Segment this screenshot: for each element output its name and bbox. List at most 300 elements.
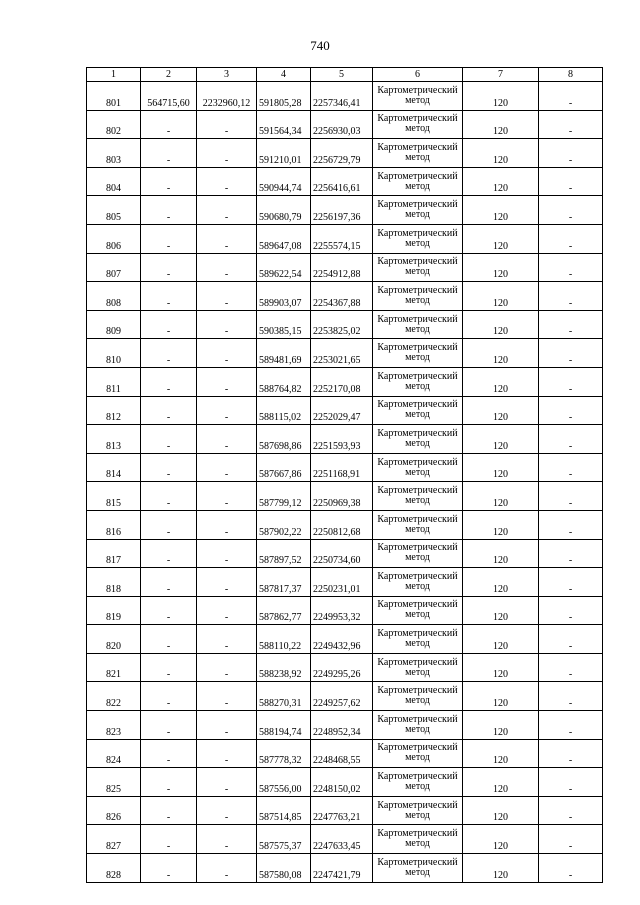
method-cell (373, 711, 463, 740)
table-row (87, 625, 603, 654)
col8-cell: - (539, 196, 603, 225)
method-line2: метод (405, 380, 430, 392)
x-coordinate-cell: 588110,22 (257, 625, 311, 654)
method-cell (373, 682, 463, 711)
method-cell (373, 339, 463, 368)
table-row (87, 711, 603, 740)
method-cell (373, 453, 463, 482)
table-row (87, 796, 603, 825)
x-coordinate-cell: 588270,31 (257, 682, 311, 711)
col8-cell: - (539, 453, 603, 482)
method-cell (373, 482, 463, 511)
point-number-cell: 805 (87, 196, 141, 225)
col3-cell: - (197, 739, 257, 768)
col8-cell: - (539, 825, 603, 854)
method-line2: метод (405, 237, 430, 249)
method-line1: Картометрический (377, 399, 458, 411)
method-line2: метод (405, 123, 430, 135)
col7-cell: 120 (463, 711, 539, 740)
col2-cell: - (141, 224, 197, 253)
col3-cell: - (197, 796, 257, 825)
point-number-cell: 818 (87, 568, 141, 597)
point-number-cell: 809 (87, 310, 141, 339)
y-coordinate-cell: 2255574,15 (311, 224, 373, 253)
col8-cell: - (539, 568, 603, 597)
method-line1: Картометрический (377, 199, 458, 211)
col2-cell: - (141, 196, 197, 225)
point-number-cell: 806 (87, 224, 141, 253)
col2-cell: - (141, 510, 197, 539)
x-coordinate-cell: 587556,00 (257, 768, 311, 797)
method-line2: метод (405, 409, 430, 421)
method-cell (373, 367, 463, 396)
point-number-cell: 821 (87, 653, 141, 682)
method-cell (373, 739, 463, 768)
col3-cell: - (197, 425, 257, 454)
y-coordinate-cell: 2247763,21 (311, 796, 373, 825)
col3-cell: - (197, 453, 257, 482)
col7-cell: 120 (463, 396, 539, 425)
x-coordinate-cell: 587778,32 (257, 739, 311, 768)
point-number-cell: 815 (87, 482, 141, 511)
y-coordinate-cell: 2252170,08 (311, 367, 373, 396)
x-coordinate-cell: 587514,85 (257, 796, 311, 825)
point-number-cell: 817 (87, 539, 141, 568)
table-row (87, 253, 603, 282)
col2-cell: - (141, 653, 197, 682)
table-row (87, 224, 603, 253)
x-coordinate-cell: 587862,77 (257, 596, 311, 625)
method-line2: метод (405, 180, 430, 192)
col7-cell: 120 (463, 339, 539, 368)
point-number-cell: 813 (87, 425, 141, 454)
col3-cell: - (197, 396, 257, 425)
col2-cell: - (141, 253, 197, 282)
method-cell (373, 625, 463, 654)
col8-cell: - (539, 282, 603, 311)
col7-cell: 120 (463, 796, 539, 825)
col8-cell: - (539, 253, 603, 282)
method-line1: Картометрический (377, 542, 458, 554)
method-cell (373, 539, 463, 568)
col3-cell: - (197, 510, 257, 539)
col3-cell: - (197, 482, 257, 511)
col7-cell: 120 (463, 453, 539, 482)
col3-cell: - (197, 825, 257, 854)
col8-cell: - (539, 539, 603, 568)
col8-cell: - (539, 796, 603, 825)
col8-cell: - (539, 396, 603, 425)
x-coordinate-cell: 590680,79 (257, 196, 311, 225)
col2-cell: - (141, 596, 197, 625)
method-line2: метод (405, 580, 430, 592)
col3-cell: - (197, 711, 257, 740)
method-line1: Картометрический (377, 256, 458, 268)
method-line2: метод (405, 781, 430, 793)
point-number-cell: 824 (87, 739, 141, 768)
table-row (87, 768, 603, 797)
y-coordinate-cell: 2250734,60 (311, 539, 373, 568)
col3-cell: - (197, 653, 257, 682)
table-row (87, 482, 603, 511)
col2-cell: - (141, 425, 197, 454)
col7-cell: 120 (463, 110, 539, 139)
column-header: 2 (141, 68, 197, 82)
x-coordinate-cell: 589903,07 (257, 282, 311, 311)
point-number-cell: 804 (87, 167, 141, 196)
point-number-cell: 826 (87, 796, 141, 825)
y-coordinate-cell: 2256416,61 (311, 167, 373, 196)
col2-cell: - (141, 339, 197, 368)
table-row (87, 196, 603, 225)
col8-cell: - (539, 224, 603, 253)
x-coordinate-cell: 587902,22 (257, 510, 311, 539)
method-cell (373, 282, 463, 311)
col2-cell: 564715,60 (141, 82, 197, 111)
col7-cell: 120 (463, 739, 539, 768)
point-number-cell: 827 (87, 825, 141, 854)
table-row (87, 396, 603, 425)
col2-cell: - (141, 282, 197, 311)
y-coordinate-cell: 2251593,93 (311, 425, 373, 454)
method-cell (373, 253, 463, 282)
col3-cell: - (197, 539, 257, 568)
method-line1: Картометрический (377, 485, 458, 497)
table-row (87, 453, 603, 482)
col2-cell: - (141, 453, 197, 482)
point-number-cell: 822 (87, 682, 141, 711)
col3-cell: - (197, 139, 257, 168)
y-coordinate-cell: 2256930,03 (311, 110, 373, 139)
y-coordinate-cell: 2256197,36 (311, 196, 373, 225)
col8-cell: - (539, 596, 603, 625)
method-line2: метод (405, 294, 430, 306)
col7-cell: 120 (463, 682, 539, 711)
col2-cell: - (141, 739, 197, 768)
method-line2: метод (405, 94, 430, 106)
col8-cell: - (539, 367, 603, 396)
col8-cell: - (539, 310, 603, 339)
col3-cell: - (197, 310, 257, 339)
col7-cell: 120 (463, 653, 539, 682)
point-number-cell: 801 (87, 82, 141, 111)
x-coordinate-cell: 588764,82 (257, 367, 311, 396)
col7-cell: 120 (463, 425, 539, 454)
col7-cell: 120 (463, 768, 539, 797)
col8-cell: - (539, 653, 603, 682)
method-line2: метод (405, 323, 430, 335)
method-cell (373, 854, 463, 883)
col2-cell: - (141, 139, 197, 168)
method-cell (373, 82, 463, 111)
col7-cell: 120 (463, 253, 539, 282)
col7-cell: 120 (463, 568, 539, 597)
method-line1: Картометрический (377, 227, 458, 239)
method-line1: Картометрический (377, 828, 458, 840)
method-line2: метод (405, 838, 430, 850)
table-row (87, 82, 603, 111)
col2-cell: - (141, 367, 197, 396)
method-line1: Картометрический (377, 313, 458, 325)
method-cell (373, 825, 463, 854)
method-line2: метод (405, 552, 430, 564)
col7-cell: 120 (463, 139, 539, 168)
x-coordinate-cell: 588194,74 (257, 711, 311, 740)
x-coordinate-cell: 587897,52 (257, 539, 311, 568)
method-line2: метод (405, 638, 430, 650)
col2-cell: - (141, 854, 197, 883)
col7-cell: 120 (463, 539, 539, 568)
col2-cell: - (141, 539, 197, 568)
table-row (87, 854, 603, 883)
column-header: 6 (373, 68, 463, 82)
x-coordinate-cell: 587698,86 (257, 425, 311, 454)
point-number-cell: 808 (87, 282, 141, 311)
method-cell (373, 768, 463, 797)
col7-cell: 120 (463, 196, 539, 225)
method-line1: Картометрический (377, 113, 458, 125)
table-row (87, 282, 603, 311)
method-line1: Картометрический (377, 342, 458, 354)
y-coordinate-cell: 2249295,26 (311, 653, 373, 682)
method-line2: метод (405, 209, 430, 221)
table-row (87, 596, 603, 625)
y-coordinate-cell: 2250812,68 (311, 510, 373, 539)
col3-cell: 2232960,12 (197, 82, 257, 111)
method-line2: метод (405, 466, 430, 478)
y-coordinate-cell: 2248468,55 (311, 739, 373, 768)
method-line1: Картометрический (377, 856, 458, 868)
table-row (87, 739, 603, 768)
y-coordinate-cell: 2249953,32 (311, 596, 373, 625)
table-row (87, 539, 603, 568)
point-number-cell: 811 (87, 367, 141, 396)
col3-cell: - (197, 282, 257, 311)
table-row (87, 425, 603, 454)
x-coordinate-cell: 587817,37 (257, 568, 311, 597)
point-number-cell: 812 (87, 396, 141, 425)
method-cell (373, 425, 463, 454)
y-coordinate-cell: 2250969,38 (311, 482, 373, 511)
method-line1: Картометрический (377, 771, 458, 783)
method-cell (373, 139, 463, 168)
x-coordinate-cell: 588115,02 (257, 396, 311, 425)
y-coordinate-cell: 2248150,02 (311, 768, 373, 797)
col2-cell: - (141, 825, 197, 854)
method-line1: Картометрический (377, 427, 458, 439)
col2-cell: - (141, 682, 197, 711)
column-header: 5 (311, 68, 373, 82)
col7-cell: 120 (463, 510, 539, 539)
col3-cell: - (197, 367, 257, 396)
method-line1: Картометрический (377, 713, 458, 725)
col7-cell: 120 (463, 310, 539, 339)
method-line1: Картометрический (377, 685, 458, 697)
y-coordinate-cell: 2247421,79 (311, 854, 373, 883)
col8-cell: - (539, 110, 603, 139)
col7-cell: 120 (463, 482, 539, 511)
method-cell (373, 510, 463, 539)
col7-cell: 120 (463, 82, 539, 111)
col2-cell: - (141, 310, 197, 339)
point-number-cell: 819 (87, 596, 141, 625)
point-number-cell: 816 (87, 510, 141, 539)
col2-cell: - (141, 110, 197, 139)
col7-cell: 120 (463, 625, 539, 654)
method-line1: Картометрический (377, 284, 458, 296)
coordinates-table (86, 67, 603, 883)
col7-cell: 120 (463, 282, 539, 311)
y-coordinate-cell: 2247633,45 (311, 825, 373, 854)
col2-cell: - (141, 768, 197, 797)
col3-cell: - (197, 167, 257, 196)
y-coordinate-cell: 2254367,88 (311, 282, 373, 311)
col7-cell: 120 (463, 825, 539, 854)
col3-cell: - (197, 110, 257, 139)
method-line1: Картометрический (377, 141, 458, 153)
method-line2: метод (405, 437, 430, 449)
col8-cell: - (539, 167, 603, 196)
method-cell (373, 110, 463, 139)
column-header: 8 (539, 68, 603, 82)
method-line1: Картометрический (377, 370, 458, 382)
col3-cell: - (197, 224, 257, 253)
x-coordinate-cell: 590944,74 (257, 167, 311, 196)
method-cell (373, 196, 463, 225)
y-coordinate-cell: 2257346,41 (311, 82, 373, 111)
point-number-cell: 828 (87, 854, 141, 883)
table-row (87, 568, 603, 597)
col3-cell: - (197, 625, 257, 654)
point-number-cell: 820 (87, 625, 141, 654)
col3-cell: - (197, 596, 257, 625)
col7-cell: 120 (463, 854, 539, 883)
point-number-cell: 810 (87, 339, 141, 368)
col8-cell: - (539, 425, 603, 454)
method-cell (373, 310, 463, 339)
x-coordinate-cell: 589481,69 (257, 339, 311, 368)
col8-cell: - (539, 510, 603, 539)
method-cell (373, 653, 463, 682)
col8-cell: - (539, 854, 603, 883)
table-row (87, 367, 603, 396)
col2-cell: - (141, 167, 197, 196)
method-line1: Картометрический (377, 742, 458, 754)
col7-cell: 120 (463, 224, 539, 253)
col8-cell: - (539, 768, 603, 797)
x-coordinate-cell: 590385,15 (257, 310, 311, 339)
column-header: 3 (197, 68, 257, 82)
method-cell (373, 796, 463, 825)
col2-cell: - (141, 711, 197, 740)
point-number-cell: 802 (87, 110, 141, 139)
col2-cell: - (141, 625, 197, 654)
col2-cell: - (141, 568, 197, 597)
col8-cell: - (539, 139, 603, 168)
x-coordinate-cell: 587799,12 (257, 482, 311, 511)
col8-cell: - (539, 625, 603, 654)
col8-cell: - (539, 482, 603, 511)
method-line2: метод (405, 809, 430, 821)
method-line2: метод (405, 866, 430, 878)
method-line1: Картометрический (377, 456, 458, 468)
table-row (87, 310, 603, 339)
table-row (87, 139, 603, 168)
table-row (87, 339, 603, 368)
method-line2: метод (405, 523, 430, 535)
col3-cell: - (197, 196, 257, 225)
table-row (87, 682, 603, 711)
col7-cell: 120 (463, 596, 539, 625)
method-line2: метод (405, 609, 430, 621)
col8-cell: - (539, 682, 603, 711)
method-line1: Картометрический (377, 84, 458, 96)
table-row (87, 510, 603, 539)
point-number-cell: 803 (87, 139, 141, 168)
col3-cell: - (197, 568, 257, 597)
x-coordinate-cell: 587575,37 (257, 825, 311, 854)
method-line1: Картометрический (377, 599, 458, 611)
col3-cell: - (197, 339, 257, 368)
method-cell (373, 224, 463, 253)
point-number-cell: 807 (87, 253, 141, 282)
column-header: 1 (87, 68, 141, 82)
col7-cell: 120 (463, 367, 539, 396)
x-coordinate-cell: 588238,92 (257, 653, 311, 682)
col2-cell: - (141, 396, 197, 425)
x-coordinate-cell: 589622,54 (257, 253, 311, 282)
point-number-cell: 814 (87, 453, 141, 482)
table-row (87, 167, 603, 196)
method-line1: Картометрический (377, 656, 458, 668)
col2-cell: - (141, 482, 197, 511)
table-row (87, 110, 603, 139)
y-coordinate-cell: 2253021,65 (311, 339, 373, 368)
x-coordinate-cell: 591210,01 (257, 139, 311, 168)
x-coordinate-cell: 591564,34 (257, 110, 311, 139)
table-row (87, 653, 603, 682)
method-line1: Картометрический (377, 628, 458, 640)
y-coordinate-cell: 2249257,62 (311, 682, 373, 711)
method-line1: Картометрический (377, 799, 458, 811)
col3-cell: - (197, 768, 257, 797)
col3-cell: - (197, 682, 257, 711)
y-coordinate-cell: 2252029,47 (311, 396, 373, 425)
col3-cell: - (197, 854, 257, 883)
point-number-cell: 823 (87, 711, 141, 740)
col8-cell: - (539, 339, 603, 368)
method-line1: Картометрический (377, 570, 458, 582)
y-coordinate-cell: 2248952,34 (311, 711, 373, 740)
y-coordinate-cell: 2250231,01 (311, 568, 373, 597)
y-coordinate-cell: 2249432,96 (311, 625, 373, 654)
point-number-cell: 825 (87, 768, 141, 797)
method-line2: метод (405, 495, 430, 507)
table-row (87, 825, 603, 854)
method-cell (373, 167, 463, 196)
x-coordinate-cell: 591805,28 (257, 82, 311, 111)
col8-cell: - (539, 711, 603, 740)
y-coordinate-cell: 2256729,79 (311, 139, 373, 168)
method-line2: метод (405, 723, 430, 735)
y-coordinate-cell: 2254912,88 (311, 253, 373, 282)
col2-cell: - (141, 796, 197, 825)
x-coordinate-cell: 587580,08 (257, 854, 311, 883)
table-header-row (87, 68, 603, 82)
method-line2: метод (405, 352, 430, 364)
method-line2: метод (405, 266, 430, 278)
column-header: 7 (463, 68, 539, 82)
